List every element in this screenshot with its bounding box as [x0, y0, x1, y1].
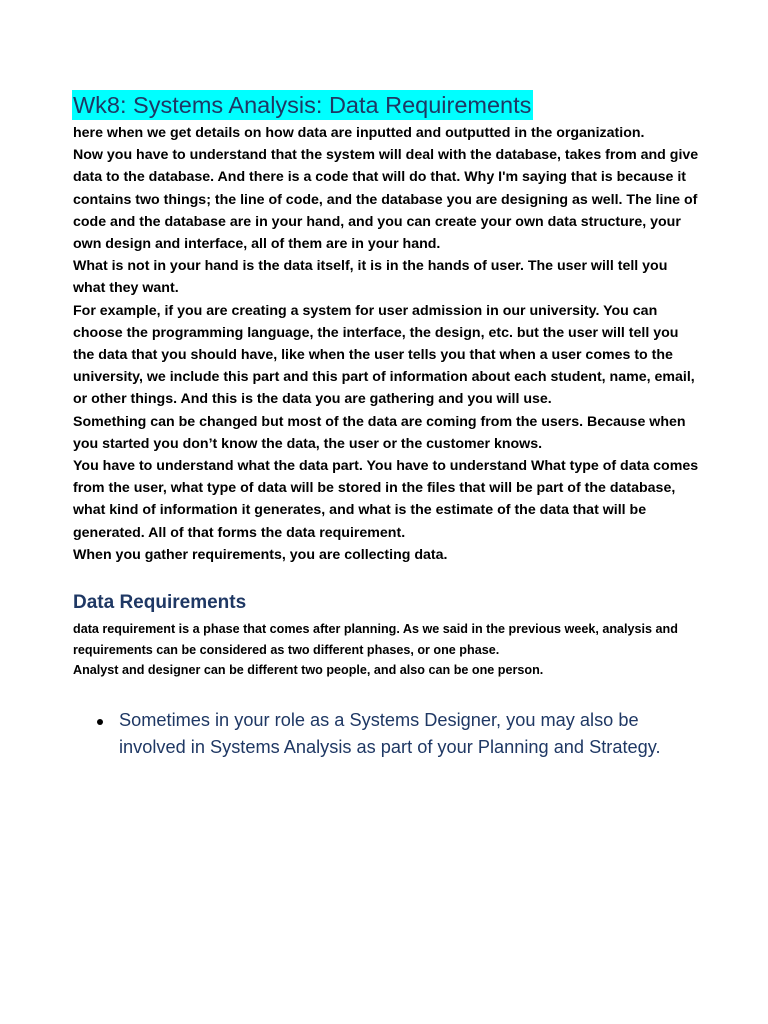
bullet-list [73, 707, 703, 762]
paragraph: here when we get details on how data are inputted and outputted in the organization. [73, 125, 645, 141]
bullet-text: Sometimes in your role as a Systems Designer, you may also be involved in Systems Analysis as part of your Planning and Strategy. [119, 709, 661, 758]
paragraph: When you gather requirements, you are collecting data. [73, 546, 448, 563]
page-title: Wk8: Systems Analysis: Data Requirements [73, 92, 532, 118]
section-body [73, 619, 703, 681]
paragraph: data requirement is a phase that comes after planning. As we said in the previous week, analysis and requirements can be considered as two different phases, or one phase. [73, 622, 678, 657]
paragraph: Now you have to understand that the system will deal with the database, takes from and give data to the database. And there is a code that will do that. Why I'm saying that is because it contains two things; the line of code, and the database you are designing as well. The line of code and the database are in your hand, and you can create your own data structure, your own design and interface, all of them are in your hand. [73, 147, 699, 253]
document-page [73, 90, 703, 762]
paragraph: Analyst and designer can be different two people, and also can be one person. [73, 663, 544, 678]
paragraph: You have to understand what the data part. You have to understand What type of data comes from the user, what type of data will be stored in the files that will be part of the database, what kind of information it generates, and what is the estimate of the data that will be generated. All of that forms the data requirement. [73, 458, 699, 541]
intro-body [73, 122, 703, 566]
paragraph: For example, if you are creating a system for user admission in our university. You can choose the programming language, the interface, the design, etc. but the user will tell you the data that you should have, like when the user tells you that when a user comes to the university, we include this part and this part of information about each student, name, email, or other things. And this is the data you are gathering and you will use. [73, 302, 695, 408]
paragraph: Something can be changed but most of the data are coming from the users. Because when you started you don’t know the data, the user or the customer knows. [73, 413, 686, 452]
section-heading: Data Requirements [73, 592, 247, 614]
bullet-item [73, 707, 703, 762]
paragraph: What is not in your hand is the data itself, it is in the hands of user. The user will tell you what they want. [73, 258, 668, 297]
bullet-icon [97, 719, 103, 725]
